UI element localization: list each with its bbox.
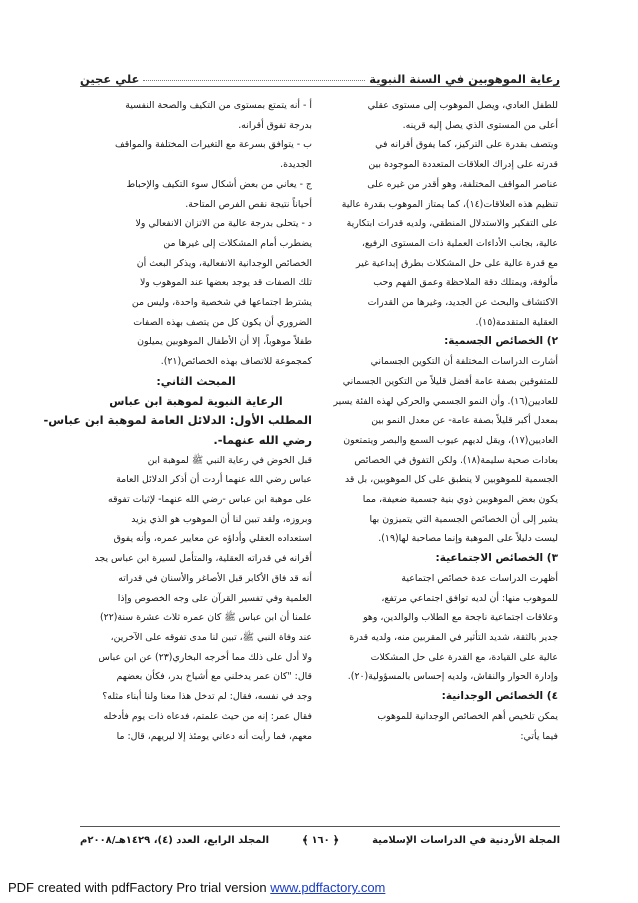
right-column-line: على التفكير والاستدلال المنطقي، ولديه قدرات ابتكارية bbox=[346, 218, 558, 230]
left-column-line: ب - يتوافق بسرعة مع التغيرات المختلفة والمواقف bbox=[115, 139, 312, 151]
left-column-line: عباس رضي الله عنهما أردت أن أذكر الدلائل العامة bbox=[116, 474, 312, 486]
right-column-line: ٢) الخصائص الجسمية: bbox=[444, 335, 558, 348]
right-column-line: يكون بعض الموهوبين ذوي بنية جسمية ضعيفة، مما bbox=[362, 494, 558, 506]
left-column-line: معهم، فما رأيت أنه دعاني يومئذ إلا ليريهم، قال: ما bbox=[116, 730, 312, 742]
right-column-line: للموهوب منها: أن لديه توافق اجتماعي مرتفع، bbox=[381, 592, 558, 604]
right-column-line: أظهرت الدراسات عدة خصائص اجتماعية bbox=[401, 572, 558, 584]
left-column-line: ج - يعاني من بعض أشكال سوء التكيف والإحباط bbox=[126, 178, 312, 190]
left-column-line: كمجموعة للاتصاف بهذه الخصائص(٢١). bbox=[160, 356, 312, 368]
right-column-line: يمكن تلخيص أهم الخصائص الوجدانية للموهوب bbox=[377, 710, 558, 722]
running-header bbox=[80, 64, 560, 87]
right-column-line: ويتصف بقدرة على التركيز، كما يفوق أقرانه في bbox=[375, 139, 558, 151]
left-column-line: تلك الصفات قد يوجد بعضها عند الموهوب ولا bbox=[139, 277, 312, 289]
footer-page-number-box bbox=[302, 834, 339, 847]
right-column-line: أشارت الدراسات المختلفة أن التكوين الجسماني bbox=[370, 356, 558, 368]
right-column-line: عالية، بجانب الأداءات العملية ذات المستوى الرفيع، bbox=[361, 237, 558, 249]
right-column-line: للعاديين(١٦). وأن النمو الجسمي والحركي لهذه الفئة يسير bbox=[333, 395, 558, 407]
running-footer bbox=[80, 826, 560, 853]
left-column-line: على موهبة ابن عباس -رضي الله عنهما- لإثبات تفوقه bbox=[108, 494, 312, 506]
left-column-line: أنه قد فاق الأكابر قبل الأصاغر والأسنان في قدراته bbox=[118, 572, 312, 584]
left-column-line: الجديدة. bbox=[280, 159, 312, 171]
right-column-line: عالية على القيادة، مع القدرة على حل المشكلات bbox=[370, 651, 558, 663]
right-column-line: مع قدرة عالية على حل المشكلات بطرق إبداعية غير bbox=[356, 257, 558, 269]
right-column-line: أعلى من المستوى الذي يصل إليه قرينه. bbox=[402, 119, 558, 131]
left-text-column bbox=[43, 96, 312, 746]
left-column-line: عند وفاة النبي ﷺ، تبين لنا مدى تفوقه على الآخرين، bbox=[110, 631, 312, 643]
ornament-right-icon: ﴾ bbox=[301, 833, 309, 847]
left-column-line: قبل الخوض في رعاية النبي ﷺ لموهبة ابن bbox=[147, 454, 312, 466]
left-column-line: أ - أنه يتمتع بمستوى من التكيف والصحة النفسية bbox=[125, 100, 312, 111]
right-column-line: العقلية المتقدمة(١٥). bbox=[475, 316, 558, 328]
footer-journal-name: المجلة الأردنية في الدراسات الإسلامية bbox=[372, 834, 560, 846]
right-column-line: بعادات صحية سليمة(١٨). ولكن التفوق في الخصائص bbox=[354, 454, 558, 466]
left-column-line: استعداده العقلي وأداؤه عن معايير عمره، وأنه يفوق bbox=[113, 533, 312, 545]
left-column-line: المبحث الثاني: bbox=[156, 374, 236, 388]
footer-volume-info: المجلد الرابع، العدد (٤)، ١٤٢٩هـ/٢٠٠٨م bbox=[80, 834, 270, 846]
right-column-line: ٣) الخصائص الاجتماعية: bbox=[435, 552, 558, 565]
left-column-line: ولا أدل على ذلك مما أخرجه البخاري(٢٣) عن ابن عباس bbox=[98, 651, 312, 663]
left-column-line: يشترط اجتماعها في شخصية واحدة، وليس من bbox=[131, 297, 312, 309]
right-column-line: تنظيم هذه العلاقات(١٤)، كما يمتاز الموهوب بقدرة عالية bbox=[341, 198, 558, 210]
right-column-line: قدرته على إدراك العلاقات المتعددة الموجودة بين bbox=[368, 159, 558, 171]
header-dot-leader bbox=[143, 80, 365, 81]
left-column-line: الضروري أن يكون كل من يتصف بهذه الصفات bbox=[133, 316, 312, 328]
right-column-line: الجسمية للموهوبين لا ينطبق على كل الموهوبين، بل قد bbox=[345, 474, 558, 486]
left-column-line: وبروزه، ولقد تبين لنا أن الموهوب هو الذي يزيد bbox=[131, 513, 312, 525]
right-column-line: ليست دليلاً على الموهبة وإنما مصاحبة لها(١٩). bbox=[378, 533, 558, 545]
ornament-left-icon: ﴿ bbox=[332, 833, 340, 847]
header-author: علي عجين bbox=[80, 72, 140, 86]
left-column-line: أحياناً نتيجة نقص الفرص المتاحة. bbox=[185, 198, 312, 210]
right-column-line: عناصر المواقف المختلفة، وهو أقدر من غيره على bbox=[367, 178, 558, 190]
right-column-line: وإدارة الحوار والنقاش، ولديه إحساس بالمسؤولية(٢٠). bbox=[347, 671, 558, 683]
right-column-line: للمتفوقين بصفة عامة أفضل قليلاً من التكوين الجسماني bbox=[342, 375, 558, 387]
left-column-line: المطلب الأول: الدلائل العامة لموهبة ابن عباس- bbox=[43, 413, 312, 428]
pdf-watermark-banner bbox=[0, 872, 638, 903]
banner-text: PDF created with pdfFactory Pro trial version bbox=[8, 880, 271, 895]
banner-link[interactable]: www.pdffactory.com bbox=[270, 880, 386, 895]
right-column-line: ٤) الخصائص الوجدانية: bbox=[441, 690, 558, 703]
right-text-column bbox=[326, 96, 558, 746]
right-column-line: للطفل العادي، ويصل الموهوب إلى مستوى عقلي bbox=[367, 100, 558, 111]
left-column-line: وجد في نفسه، فقال: لم تدخل هذا معنا ولنا أبناء مثله؟ bbox=[102, 691, 312, 703]
left-column-line: العلمية وفي تفسير القرآن على وجه الخصوص وإذا bbox=[117, 592, 312, 604]
left-column-line: طفلاً موهوباً، إلا أن الأطفال الموهوبين يميلون bbox=[137, 336, 312, 348]
right-column-line: فيما يأتي: bbox=[520, 730, 558, 742]
left-column-line: الخصائص الوجدانية الانفعالية، ويذكر البعث أن bbox=[136, 257, 312, 269]
left-column-line: بدرجة تفوق أقرانه. bbox=[238, 119, 312, 131]
left-column-line: د - يتحلى بدرجة عالية من الاتزان الانفعالي ولا bbox=[135, 218, 312, 230]
footer-page-number: ١٦٠ bbox=[311, 834, 330, 846]
header-title: رعاية الموهوبين في السنة النبوية bbox=[369, 72, 560, 86]
right-column-line: الاكتشاف والبحث عن الجديد، وغيرها من القدرات bbox=[367, 297, 558, 309]
left-column-line: فقال عمر: إنه من حيث علمتم، فدعاه ذات يوم فأدخله bbox=[103, 710, 312, 722]
right-column-line: مألوفة، ويمتلك دقة الملاحظة وعمق الفهم وحب bbox=[373, 277, 558, 289]
left-column-line: علمنا أن ابن عباس ﷺ كان عمره ثلاث عشرة سنة(٢٢) bbox=[99, 612, 312, 624]
left-column-line: الرعاية النبوية لموهبة ابن عباس bbox=[109, 394, 283, 408]
right-column-line: يشير إلى أن الخصائص الجسمية التي يتميزون بها bbox=[369, 513, 558, 525]
left-column-line: يضطرب أمام المشكلات إلى غيرها من bbox=[163, 237, 312, 249]
right-column-line: وعلاقات اجتماعية ناجحة مع الطلاب والوالدين، وهو bbox=[363, 612, 558, 624]
left-column-line: رضي الله عنهما-. bbox=[213, 432, 312, 447]
right-column-line: العاديين(١٧)، ويقل لديهم عيوب السمع والبصر ويتمتعون bbox=[343, 434, 558, 446]
right-column-line: بمعدل أكبر قليلاً بصفة عامة- عن معدل النمو بين bbox=[371, 415, 558, 427]
right-column-line: جدير بالثقة، شديد التأثير في المقربين منه، ولديه قدرة bbox=[349, 631, 558, 643]
left-column-line: قال: "كان عمر يدخلني مع أشياخ بدر، فكأن بعضهم bbox=[116, 671, 312, 683]
left-column-line: أقرانه في قدراته العقلية، والمتأمل لسيرة ابن عباس يجد bbox=[94, 553, 312, 565]
